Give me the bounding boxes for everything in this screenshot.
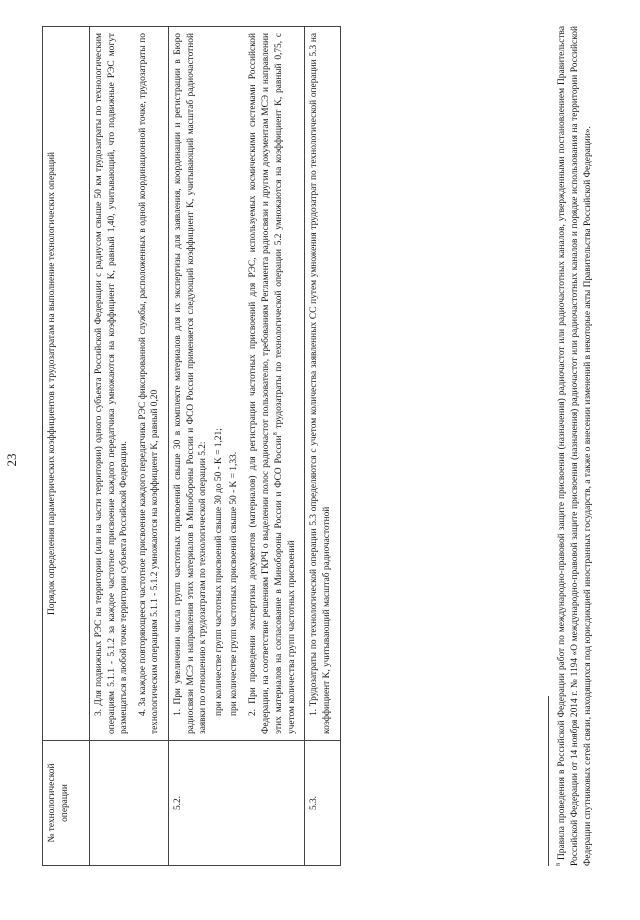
header-procedure: Порядок определения параметрических коэффициентов к трудозатратам на выполнение технологических операций	[43, 27, 90, 741]
table-row	[305, 27, 340, 866]
footnote-text: Правила проведения в Российской Федерации работ по международно-правовой защите присвоения (назначения) радиочастот или радиочастотных каналов, утвержденными постановлением Правительства Российской Федерации от 14 ноября 2014 г. № 1194 «О международно-правовой защите присвоения (назначения) радиочастот или радиочастотных каналов и порядке использования на территории Российской Федерации спутниковых сетей связи, находящихся под юрисдикцией иностранных государств, а также о внесении изменений в некоторые акты Правительства Российской Федерации».	[557, 26, 593, 866]
paragraph: при количестве групп частотных присвоений свыше 30 до 50 - K = 1,21;	[213, 428, 224, 716]
procedure-cell	[305, 27, 340, 741]
table-row	[90, 27, 169, 866]
paragraph: 1. При увеличении числа групп частотных присвоений свыше 30 в комплекте материалов для их экспертизы для заявления, координации и регистрации в Бюро радиосвязи МСЭ и направления этих материалов в Минобороны России и ФСО России применяется следующий коэффициент K, учитывающий масштаб радиочастотной заявки по отношению к трудозатратам по технологической операции 5.2:	[172, 33, 209, 734]
paragraph-text: 2. При проведении экспертизы документов (материалов) для регистрации частотных присвоений для РЭС, используемых космическими системами Российской Федерации, на соответствие решениям ГКРЧ о выделении полос радиочастот пользователю, требованиям Регламента радиосвязи и другим документам МСЭ и направлении этих материалов на согласование в Минобороны России и ФСО России	[247, 33, 285, 734]
operation-number: 5.3.	[305, 741, 340, 866]
paragraph	[247, 33, 299, 734]
paragraph-text: трудозатраты по технологической операции 5.2 умножаются на коэффициент K, равный 0,75, с учетом количества групп частотных присвоений	[274, 33, 297, 734]
paragraph: при количестве групп частотных присвоений свыше 50 - K = 1,33.	[229, 451, 240, 716]
procedure-cell	[90, 27, 169, 741]
footnote-divider	[548, 696, 549, 866]
header-operation-number: № технологической операции	[43, 741, 90, 866]
footnote-marker: 8	[556, 863, 562, 866]
footnote	[555, 26, 594, 866]
footnote-ref: 8	[273, 432, 280, 436]
operation-number	[90, 741, 169, 866]
operation-number: 5.2.	[168, 741, 304, 866]
coefficients-table	[42, 26, 341, 866]
table-row	[168, 27, 304, 866]
paragraph: 3. Для подвижных РЭС на территории (или на части территории) одного субъекта Российской Федерации с радиусом свыше 50 км трудозатраты по технологическим операциям 5.1.1 - 5.1.2 за каждое частотное присвоение каждого передатчика умножаются на коэффициент K, равный 1,40, учитывающий, что подвижные РЭС могут размещаться в любой точке территории субъекта Российской Федерации.	[94, 33, 130, 734]
procedure-cell	[168, 27, 304, 741]
page-number: 23	[4, 453, 19, 467]
paragraph: 1. Трудозатраты по технологической операции 5.3 определяются с учетом количества заявленных СС путем умножения трудозатрат по технологической операции 5.3 на коэффициент K, учитывающий масштаб радиочастотной	[309, 33, 333, 734]
paragraph: 4. За каждое повторяющееся частотное присвоение каждого передатчика РЭС фиксированной службы, расположенных в одной координационной точке, трудозатраты по технологическим операциям 5.1.1 - 5.1.2 умножаются на коэффициент K, равный 0,20	[137, 33, 161, 734]
table-header-row	[43, 27, 90, 866]
